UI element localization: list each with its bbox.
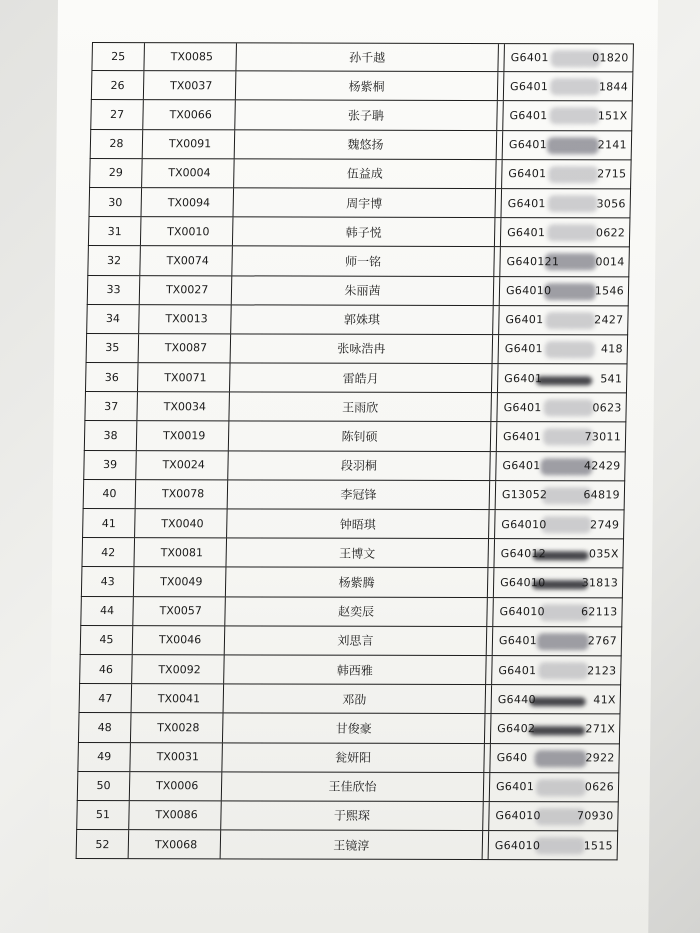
student-code: TX0037 (144, 71, 237, 99)
student-name: 孙千越 (236, 43, 499, 71)
student-name: 朱丽茜 (232, 276, 495, 305)
row-number: 29 (90, 159, 143, 187)
student-code: TX0013 (139, 305, 232, 333)
student-code: TX0091 (143, 130, 236, 158)
id-suffix: 2749 (589, 517, 620, 531)
id-suffix: 2141 (597, 138, 628, 152)
id-number-cell (498, 364, 627, 393)
id-suffix: 2922 (585, 751, 615, 765)
student-name: 杨紫腾 (226, 568, 489, 597)
student-name: 段羽桐 (228, 451, 491, 480)
student-name: 邓劭 (224, 685, 487, 714)
id-number-cell (500, 277, 629, 306)
student-code: TX0068 (129, 830, 222, 858)
student-name: 韩西雅 (224, 655, 487, 684)
id-prefix: G6401 (507, 196, 546, 210)
student-name: 瓮妍阳 (222, 743, 485, 772)
student-code: TX0078 (136, 480, 229, 508)
row-number: 41 (83, 509, 136, 537)
id-suffix: 2427 (594, 313, 624, 327)
student-code: TX0004 (142, 159, 235, 187)
id-suffix: 62113 (580, 605, 618, 619)
table-row (77, 772, 620, 803)
table-row (81, 538, 624, 569)
id-suffix: 70930 (576, 809, 614, 823)
student-name: 王雨欣 (229, 393, 492, 422)
student-name: 王镜淳 (221, 830, 484, 859)
row-number: 49 (78, 743, 131, 771)
id-prefix: G64010 (501, 517, 547, 531)
redaction-mask (544, 283, 596, 300)
row-number: 39 (84, 451, 137, 479)
redaction-mask (534, 750, 586, 767)
id-suffix: 3056 (596, 196, 626, 210)
student-code: TX0027 (140, 276, 233, 304)
student-code: TX0024 (136, 451, 229, 479)
id-suffix: 31813 (581, 576, 619, 590)
id-suffix: 418 (600, 342, 623, 356)
student-code: TX0031 (130, 743, 223, 771)
student-name: 周宇博 (233, 188, 496, 217)
student-name: 赵奕辰 (225, 597, 488, 626)
id-prefix: G6401 (502, 459, 541, 473)
table-row (80, 597, 623, 628)
id-number-cell (490, 773, 619, 802)
row-number: 48 (79, 713, 132, 741)
redaction-mask (547, 224, 597, 241)
row-number: 26 (92, 71, 145, 99)
redaction-mask (535, 837, 585, 854)
row-number: 47 (80, 684, 133, 712)
student-name: 郭姝琪 (231, 305, 494, 334)
row-number: 44 (81, 597, 134, 625)
id-suffix: 1546 (594, 284, 625, 298)
id-suffix: 42429 (583, 459, 621, 473)
redaction-mask (545, 312, 595, 329)
row-number: 28 (91, 130, 144, 158)
student-name: 于熙琛 (221, 801, 484, 830)
student-code: TX0010 (141, 217, 234, 245)
id-number-cell (492, 656, 621, 685)
id-number-cell (492, 685, 621, 714)
table-row (88, 188, 631, 219)
student-name: 师一铭 (232, 247, 495, 276)
table-row (78, 713, 621, 744)
redaction-mask (529, 726, 585, 735)
id-suffix: 541 (600, 372, 623, 386)
table-row (82, 509, 625, 540)
table-row (90, 100, 633, 131)
id-prefix: G6440 (497, 692, 536, 706)
roster-table (76, 42, 634, 861)
student-code: TX0040 (135, 509, 228, 537)
student-code: TX0057 (133, 597, 226, 625)
id-prefix: G64010 (505, 284, 552, 298)
student-code: TX0006 (130, 772, 223, 800)
table-row (81, 567, 624, 598)
student-name: 王博文 (226, 539, 489, 568)
redaction-mask (538, 662, 588, 679)
redaction-mask (548, 166, 598, 183)
row-number: 34 (87, 305, 140, 333)
table-row (83, 451, 626, 482)
id-suffix: 1844 (598, 80, 629, 94)
row-number: 27 (91, 100, 144, 128)
student-code: TX0086 (129, 801, 222, 829)
row-number: 38 (85, 421, 138, 449)
id-prefix: G6401 (504, 371, 543, 385)
id-prefix: G6402 (497, 722, 536, 736)
row-number: 51 (77, 801, 130, 829)
id-number-cell (489, 802, 618, 831)
id-number-cell (491, 714, 620, 743)
table-row (91, 71, 634, 102)
redaction-mask (543, 399, 593, 416)
row-number: 50 (78, 772, 131, 800)
row-number: 33 (88, 276, 141, 304)
id-suffix: 0623 (592, 401, 622, 415)
id-number-cell (496, 481, 625, 510)
student-code: TX0071 (138, 363, 231, 391)
redaction-mask (537, 633, 589, 650)
id-number-cell (493, 598, 622, 627)
student-name: 张子聃 (235, 101, 498, 130)
table-row (79, 684, 622, 715)
id-suffix: 0014 (595, 255, 625, 269)
table-row (86, 305, 629, 336)
id-number-cell (496, 452, 625, 481)
row-number: 42 (82, 538, 135, 566)
id-prefix: G64012 (500, 546, 547, 560)
student-code: TX0094 (142, 188, 235, 216)
id-prefix: G6401 (507, 225, 546, 239)
student-code: TX0066 (143, 101, 236, 129)
id-prefix: G6401 (509, 79, 549, 93)
id-number-cell (504, 72, 633, 101)
row-number: 52 (77, 830, 130, 858)
id-prefix: G6401 (504, 342, 543, 356)
id-suffix: 73011 (584, 430, 622, 444)
table-row (87, 275, 630, 306)
redaction-mask (536, 376, 592, 385)
student-code: TX0028 (131, 713, 224, 741)
id-suffix: 01820 (592, 51, 629, 65)
id-suffix: 64819 (583, 488, 621, 502)
table-row (77, 742, 620, 773)
id-prefix: G13052 (501, 488, 548, 502)
student-code: TX0049 (134, 568, 227, 596)
id-number-cell (500, 247, 629, 276)
id-suffix: 2767 (587, 634, 618, 648)
id-number-cell (502, 160, 631, 189)
table-row (76, 830, 619, 861)
id-prefix: G6401 (498, 634, 538, 648)
id-prefix: G64010 (499, 605, 546, 619)
id-prefix: G64010 (495, 809, 541, 823)
id-suffix: 2715 (597, 167, 627, 181)
redaction-mask (550, 78, 600, 95)
table-row (91, 42, 634, 73)
student-name: 雷皓月 (230, 363, 493, 392)
id-number-cell (497, 393, 626, 422)
id-number-cell (503, 131, 632, 160)
table-row (89, 159, 632, 190)
redaction-mask (549, 108, 599, 125)
id-number-cell (494, 539, 623, 568)
id-suffix: 0626 (584, 780, 615, 794)
id-number-cell (501, 189, 630, 218)
row-number: 43 (82, 567, 135, 595)
row-number: 40 (84, 480, 137, 508)
student-code: TX0081 (134, 538, 227, 566)
table-row (88, 217, 631, 248)
id-suffix: 0622 (595, 226, 626, 240)
row-number: 25 (92, 43, 145, 70)
id-suffix: 035X (588, 547, 619, 561)
table-row (85, 363, 628, 394)
student-name: 李冠锋 (228, 480, 491, 509)
id-suffix: 1515 (583, 838, 614, 853)
table-row (79, 655, 622, 686)
id-prefix: G640121 (506, 255, 560, 269)
table-row (80, 626, 623, 657)
id-number-cell (499, 306, 628, 335)
id-prefix: G6401 (498, 663, 537, 677)
table-row (84, 392, 627, 423)
id-prefix: G6401 (509, 109, 548, 123)
student-name: 伍益成 (234, 159, 497, 188)
id-suffix: 2123 (587, 663, 617, 677)
redaction-mask (547, 137, 599, 154)
student-name: 韩子悦 (233, 218, 496, 247)
student-code: TX0034 (137, 392, 230, 420)
id-number-cell (494, 568, 623, 597)
table-row (84, 421, 627, 452)
id-number-cell (499, 335, 628, 364)
student-code: TX0087 (139, 334, 232, 362)
id-prefix: G64010 (500, 576, 546, 590)
id-number-cell (501, 218, 630, 247)
id-prefix: G6401 (508, 138, 548, 152)
row-number: 35 (87, 334, 140, 362)
id-suffix: 151X (597, 109, 628, 123)
id-number-cell (489, 831, 618, 860)
row-number: 31 (89, 217, 142, 245)
row-number: 46 (80, 655, 133, 683)
table-row (83, 480, 626, 511)
row-number: 32 (88, 246, 141, 274)
row-number: 30 (90, 188, 143, 216)
student-name: 陈钊硕 (229, 422, 492, 451)
student-name: 张咏浩冉 (231, 334, 494, 363)
redaction-mask (536, 779, 586, 796)
table-row (86, 334, 629, 365)
id-number-cell (490, 744, 619, 773)
redaction-mask (541, 516, 591, 533)
row-number: 36 (86, 363, 139, 391)
id-number-cell (503, 101, 632, 130)
row-number: 37 (85, 392, 138, 420)
redaction-mask (530, 697, 586, 706)
id-number-cell (497, 423, 626, 452)
id-prefix: G6401 (502, 430, 542, 444)
redaction-mask (545, 341, 595, 358)
redaction-mask (548, 195, 598, 212)
id-suffix: 41X (593, 693, 616, 707)
student-code: TX0019 (137, 422, 230, 450)
student-name: 魏悠扬 (235, 130, 498, 159)
row-number: 45 (81, 626, 134, 654)
id-number-cell (495, 510, 624, 539)
student-code: TX0074 (140, 246, 233, 274)
table-row (76, 801, 619, 832)
id-prefix: G6401 (505, 313, 544, 327)
id-suffix: 271X (585, 722, 616, 736)
student-code: TX0041 (132, 684, 225, 712)
student-name: 钟晤琪 (227, 509, 490, 538)
id-prefix: G6401 (503, 400, 542, 415)
student-name: 刘思言 (225, 626, 488, 655)
table-row (90, 130, 633, 161)
id-prefix: G640 (496, 751, 528, 765)
table-row (87, 246, 630, 277)
id-prefix: G6401 (510, 51, 549, 65)
id-prefix: G6401 (508, 167, 547, 181)
student-code: TX0046 (133, 626, 226, 654)
student-name: 王佳欣怡 (222, 772, 485, 801)
id-number-cell (493, 627, 622, 656)
student-name: 杨紫桐 (236, 72, 499, 101)
student-name: 甘俊豪 (223, 714, 486, 743)
student-code: TX0092 (132, 655, 225, 683)
student-code: TX0085 (144, 43, 237, 70)
id-prefix: G6401 (495, 780, 535, 794)
id-number-cell (504, 44, 633, 72)
id-prefix: G64010 (494, 838, 541, 852)
